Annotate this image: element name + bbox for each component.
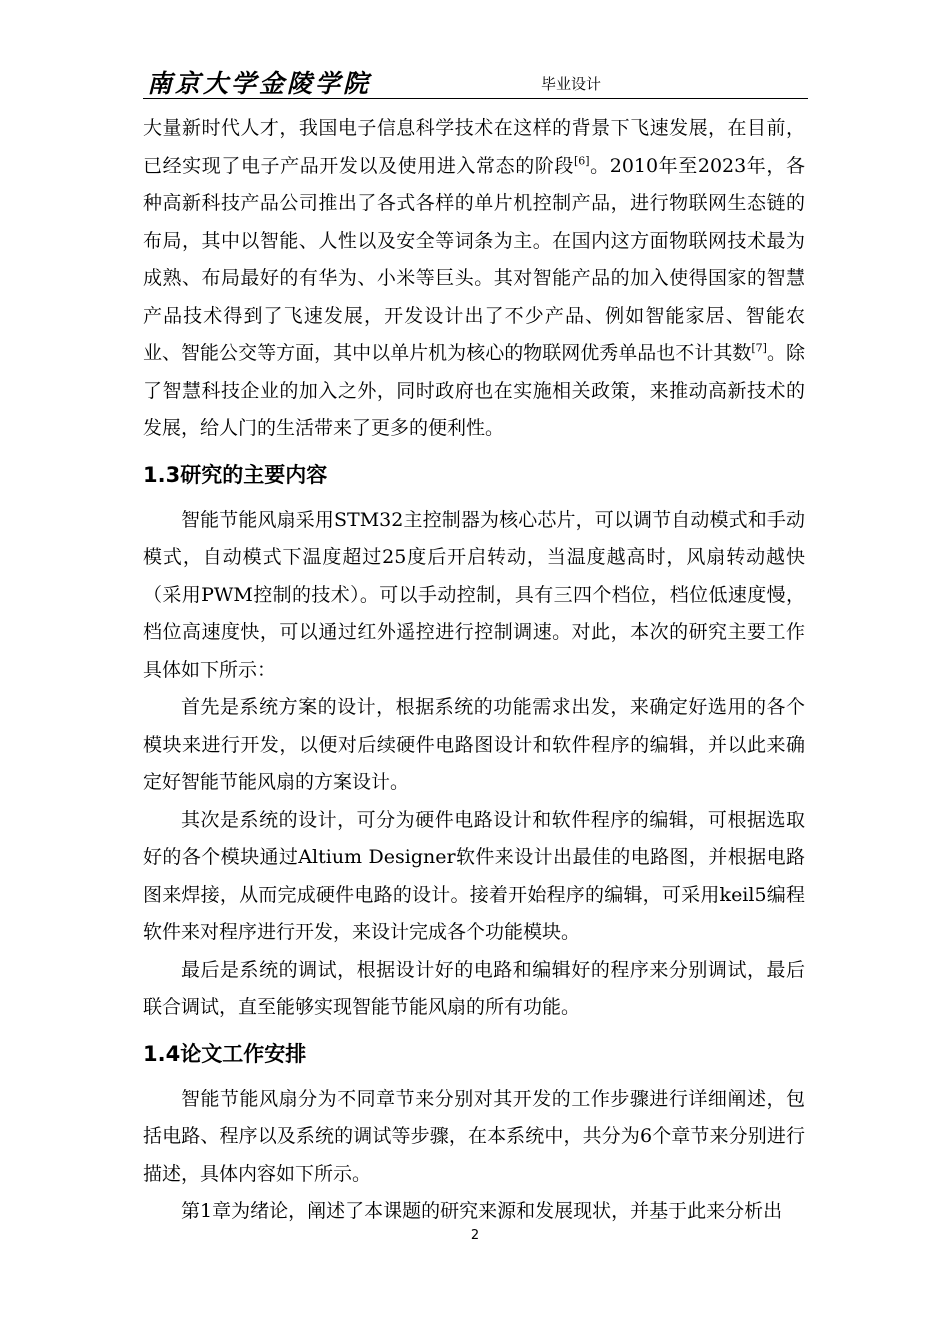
section-heading: 1.4论文工作安排 <box>143 1041 307 1066</box>
citation: [7] <box>751 341 767 355</box>
page-number: 2 <box>470 1228 480 1243</box>
school-name-logo: 南京大学金陵学院 <box>147 69 372 98</box>
body-paragraph: 第1章为绪论，阐述了本课题的研究来源和发展现状，并基于此来分析出 <box>181 1200 783 1222</box>
body-paragraph: 最后是系统的调试，根据设计好的电路和编辑好的程序来分别调试，最后联合调试，直至能够实现智能节能风扇的所有功能。 <box>143 958 805 1018</box>
body-paragraph: 其次是系统的设计，可分为硬件电路设计和软件程序的编辑，可根据选取好的各个模块通过Altium Designer软件来设计出最佳的电路图，并根据电路图来焊接，从而完成硬件电路的设计。接着开始程序的编辑，可采用keil5编程软件来对程序进行开发，来设计完成各个功能模块。 <box>143 808 805 943</box>
document-body <box>143 110 805 1231</box>
intro-paragraph: 大量新时代人才，我国电子信息科学技术在这样的背景下飞速发展，在目前，已经实现了电子产品开发以及使用进入常态的阶段[6]。2010年至2023年，各种高新科技产品公司推出了各式各样的单片机控制产品，进行物联网生态链的布局，其中以智能、人性以及安全等词条为主。在国内这方面物联网技术最为成熟、布局最好的有华为、小米等巨头。其对智能产品的加入使得国家的智慧产品技术得到了飞速发展，开发设计出了不少产品、例如智能家居、智能农业、智能公交等方面，其中以单片机为核心的物联网优秀单品也不计其数[7]。除了智慧科技企业的加入之外，同时政府也在实施相关政策，来推动高新技术的发展，给人门的生活带来了更多的便利性。 <box>143 117 805 439</box>
body-paragraph: 首先是系统方案的设计，根据系统的功能需求出发，来确定好选用的各个模块来进行开发，以便对后续硬件电路图设计和软件程序的编辑，并以此来确定好智能节能风扇的方案设计。 <box>143 696 805 793</box>
section-heading: 1.3研究的主要内容 <box>143 462 328 487</box>
document-type: 毕业设计 <box>541 75 602 93</box>
body-paragraph: 智能节能风扇分为不同章节来分别对其开发的工作步骤进行详细阐述，包括电路、程序以及系统的调试等步骤，在本系统中，共分为6个章节来分别进行描述，具体内容如下所示。 <box>143 1087 805 1185</box>
body-paragraph: 智能节能风扇采用STM32主控制器为核心芯片，可以调节自动模式和手动模式，自动模式下温度超过25度后开启转动，当温度越高时，风扇转动越快（采用PWM控制的技术）。可以手动控制，具有三四个档位，档位低速度慢，档位高速度快，可以通过红外遥控进行控制调速。对此，本次的研究主要工作具体如下所示： <box>143 508 805 681</box>
citation: [6] <box>573 154 590 168</box>
page-header <box>143 62 808 99</box>
